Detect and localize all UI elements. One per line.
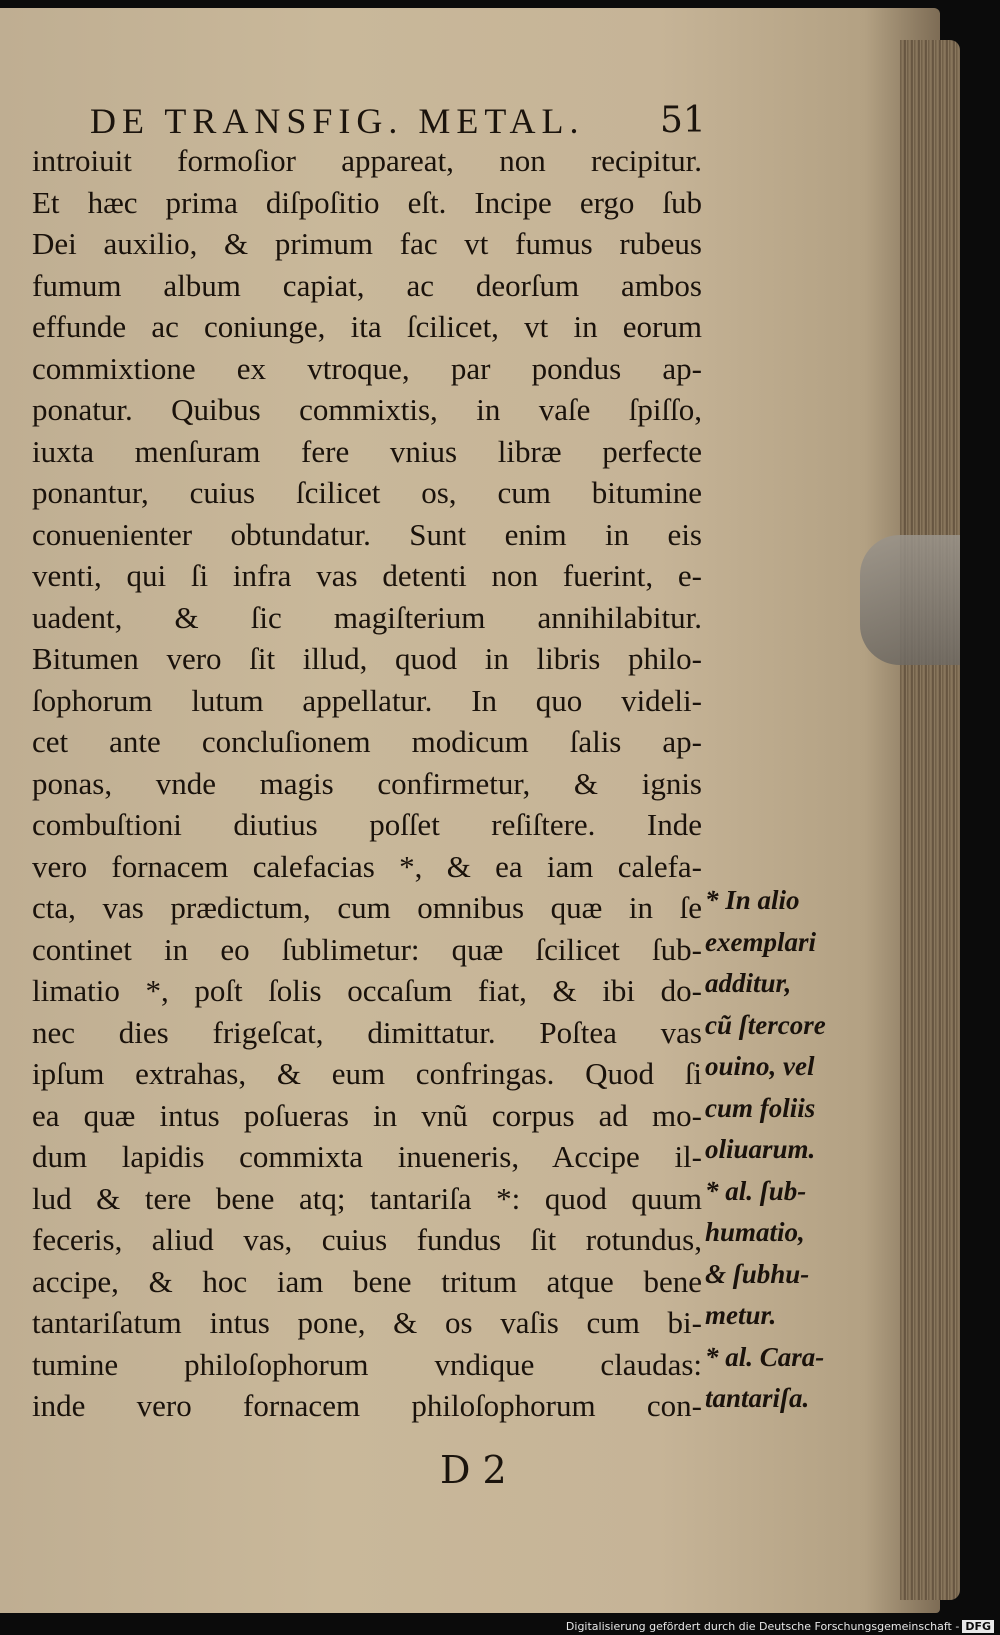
- margin-note-line: * al. Cara-: [705, 1341, 825, 1372]
- text-line: inde vero fornacem philoſophorum con-: [32, 1388, 702, 1423]
- signature-mark: D 2: [440, 1448, 507, 1492]
- text-line: cet ante concluſionem modicum ſalis ap-: [32, 724, 702, 759]
- text-line: fumum album capiat, ac deorſum ambos: [32, 267, 702, 303]
- page-edges: [900, 40, 960, 1600]
- text-line: Dei auxilio, & primum fac vt fumus rubeus: [32, 226, 702, 261]
- text-line: ponatur. Quibus commixtis, in vaſe ſpiſſo,: [32, 392, 702, 427]
- text-line: dum lapidis commixta inueneris, Accipe il-: [32, 1139, 702, 1174]
- margin-note-line: ouino, vel: [705, 1051, 815, 1081]
- margin-note-line: * In alio: [705, 885, 800, 915]
- margin-note-line: * al. ſub-: [705, 1175, 807, 1206]
- text-line: ea quæ intus poſueras in vnũ corpus ad mo-: [32, 1097, 702, 1133]
- running-title: DE TRANSFIG. METAL.: [90, 101, 585, 141]
- credit-text: Digitalisierung gefördert durch die Deutsche Forschungsgemeinschaft -: [565, 1620, 960, 1633]
- text-line: ſophorum lutum appellatur. In quo videli-: [32, 682, 702, 718]
- body-text: [32, 140, 702, 1427]
- text-line: combuſtioni diutius poſſet reſiſtere. Inde: [32, 807, 702, 842]
- margin-notes: [705, 880, 845, 1420]
- text-line: vero fornacem calefacias *, & ea iam calefa-: [32, 848, 702, 884]
- text-line: tantariſatum intus pone, & os vaſis cum bi-: [32, 1305, 702, 1340]
- text-line: uadent, & ſic magiſterium annihilabitur.: [32, 599, 702, 635]
- margin-note-line: exemplari: [705, 926, 816, 957]
- text-line: accipe, & hoc iam bene tritum atque bene: [32, 1263, 702, 1299]
- dfg-logo: DFG: [962, 1620, 994, 1633]
- text-line: nec dies frigeſcat, dimittatur. Poſtea vas: [32, 1014, 702, 1050]
- text-line: limatio *, poſt ſolis occaſum fiat, & ibi do-: [32, 973, 702, 1008]
- text-line: Bitumen vero ſit illud, quod in libris philo-: [32, 641, 702, 676]
- text-line: ipſum extrahas, & eum confringas. Quod ſi: [32, 1056, 702, 1091]
- page-number: 51: [660, 100, 706, 141]
- margin-note-line: additur,: [705, 968, 792, 998]
- text-line: ponantur, cuius ſcilicet os, cum bitumine: [32, 475, 702, 510]
- margin-note-line: metur.: [705, 1300, 777, 1330]
- margin-note-line: oliuarum.: [705, 1134, 816, 1164]
- text-line: effunde ac coniunge, ita ſcilicet, vt in eorum: [32, 309, 702, 344]
- text-line: feceris, aliud vas, cuius fundus ſit rotundus,: [32, 1222, 702, 1257]
- margin-note-line: tantariſa.: [705, 1383, 810, 1413]
- digitization-credit: [566, 1620, 994, 1633]
- text-line: continet in eo ſublimetur: quæ ſcilicet ſub-: [32, 931, 702, 967]
- text-line: cta, vas prædictum, cum omnibus quæ in ſe: [32, 890, 702, 925]
- text-line: iuxta menſuram fere vnius libræ perfecte: [32, 433, 702, 469]
- text-line: commixtione ex vtroque, par pondus ap-: [32, 350, 702, 386]
- margin-note-line: & ſubhu-: [705, 1258, 810, 1289]
- margin-note-line: cum foliis: [705, 1092, 816, 1123]
- text-line: lud & tere bene atq; tantariſa *: quod quum: [32, 1180, 702, 1216]
- page-clip: [860, 535, 960, 665]
- text-line: conuenienter obtundatur. Sunt enim in eis: [32, 516, 702, 552]
- margin-note-line: cũ ſtercore: [705, 1009, 826, 1040]
- text-line: Et hæc prima diſpoſitio eſt. Incipe ergo ſub: [32, 184, 702, 220]
- margin-note-line: humatio,: [705, 1217, 805, 1247]
- text-line: ponas, vnde magis confirmetur, & ignis: [32, 765, 702, 801]
- text-line: venti, qui ſi infra vas detenti non fuerint, e-: [32, 558, 702, 593]
- text-line: introiuit formoſior appareat, non recipitur.: [32, 143, 702, 178]
- text-line: tumine philoſophorum vndique claudas:: [32, 1346, 702, 1382]
